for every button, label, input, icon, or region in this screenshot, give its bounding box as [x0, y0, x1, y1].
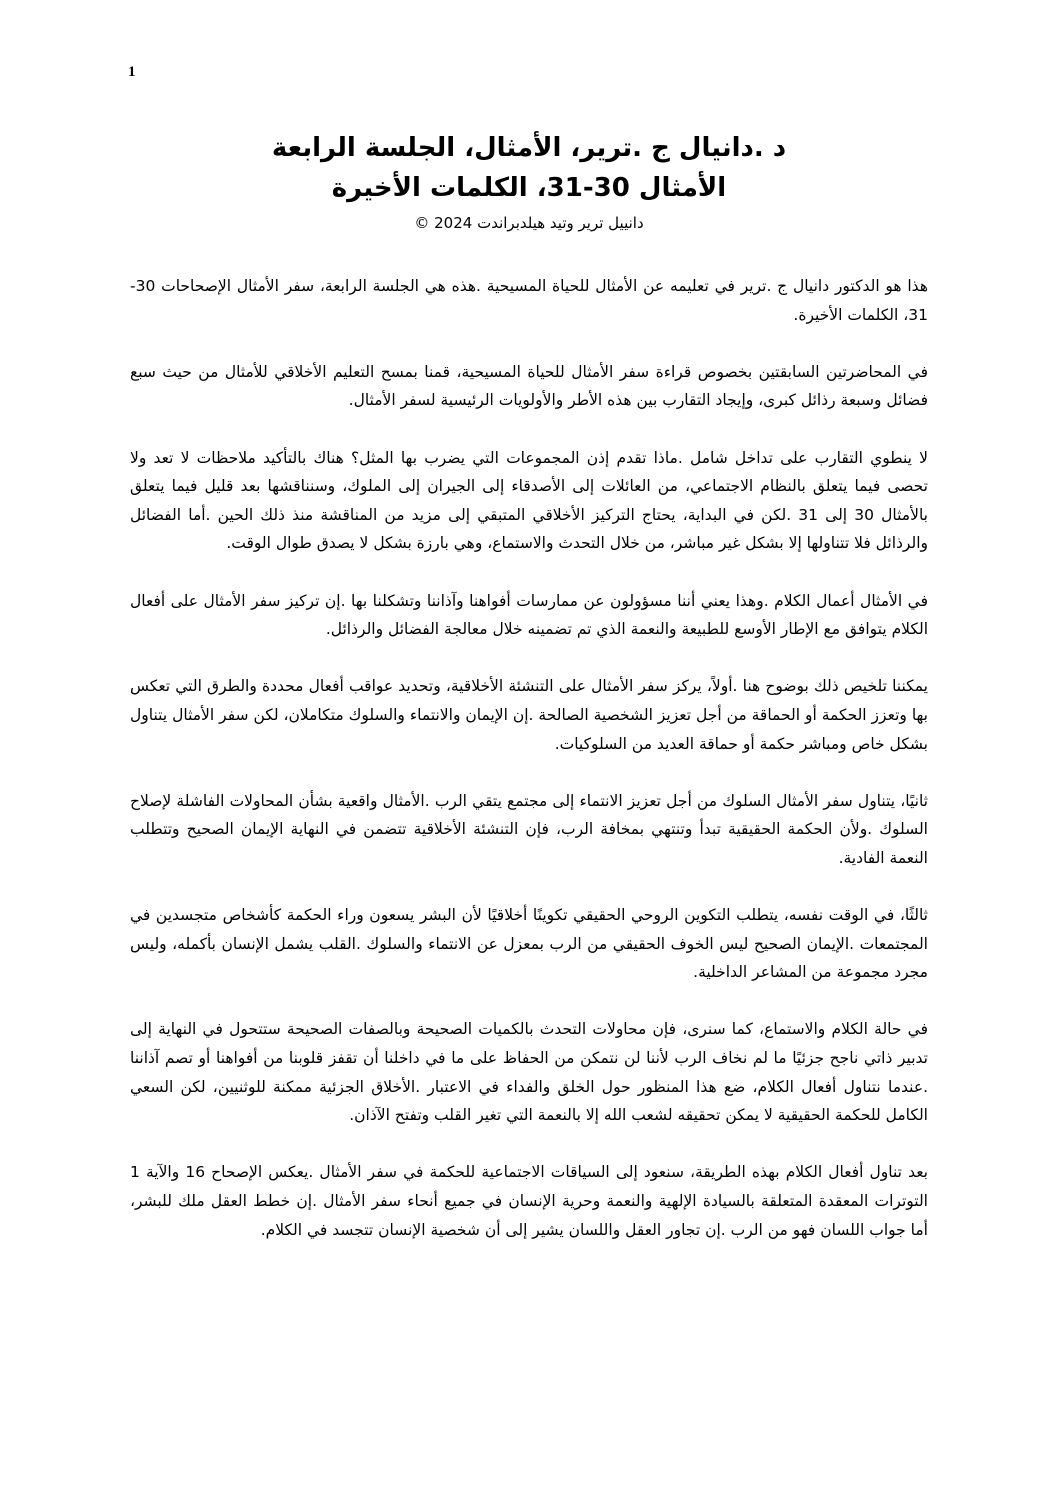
paragraph-7: ثالثًا، في الوقت نفسه، يتطلب التكوين الروحي الحقيقي تكوينًا أخلاقيًا لأن البشر يسعون وراء الحكمة كأشخاص متجسدين في المجتمعات .الإيمان الصحيح ليس الخوف الحقيقي من الرب بمعزل عن الانتماء والسلوك .القلب يشمل الإنسان بأكمله، وليس مجرد مجموعة من المشاعر الداخلية. — [130, 906, 928, 982]
paragraph-1: هذا هو الدكتور دانيال ج .ترير في تعليمه عن الأمثال للحياة المسيحية .هذه هي الجلسة الرابعة، سفر الأمثال الإصحاحات 30-31، الكلمات الأخيرة. — [130, 277, 928, 324]
paragraph-3: لا ينطوي التقارب على تداخل شامل .ماذا تقدم إذن المجموعات التي يضرب بها المثل؟ هناك بالتأكيد ملاحظات لا تعد ولا تحصى فيما يتعلق بالنظام الاجتماعي، من العائلات إلى الأصدقاء إلى الجيران إلى الملوك، وسنناقشها بعد قليل فيما يتعلق بالأمثال 30 إلى 31 .لكن في البداية، يحتاج التركيز الأخلاقي المتبقي إلى مزيد من المناقشة منذ ذلك الحين .أما الفضائل والرذائل فلا تتناولها إلا بشكل غير مباشر، من خلال التحدث والاستماع، وهي بارزة بشكل لا يصدق طوال الوقت. — [130, 448, 928, 553]
paragraph-5: يمكننا تلخيص ذلك بوضوح هنا .أولاً، يركز سفر الأمثال على التنشئة الأخلاقية، وتحديد عواقب أفعال محددة والطرق التي تعكس بها وتعزز الحكمة أو الحماقة من أجل تعزيز الشخصية الصالحة .إن الإيمان والانتماء والسلوك متكاملان، لكن سفر الأمثال يتناول بشكل خاص ومباشر حكمة أو حماقة العديد من السلوكيات. — [130, 677, 928, 753]
title-line-1: د .دانيال ج .ترير، الأمثال، الجلسة الرابعة — [271, 133, 787, 163]
copyright-line: دانييل ترير وتيد هيلدبراندت 2024 © — [414, 214, 644, 232]
document-header — [128, 128, 930, 236]
paragraph-4: في الأمثال أعمال الكلام .وهذا يعني أننا مسؤولون عن ممارسات أفواهنا وآذاننا وتشكلنا بها .إن تركيز سفر الأمثال على أفعال الكلام يتوافق مع الإطار الأوسع للطبيعة والنعمة الذي تم تضمينه خلال معالجة الفضائل والرذائل. — [130, 591, 928, 639]
document-body — [130, 272, 928, 1273]
paragraph-2: في المحاضرتين السابقتين بخصوص قراءة سفر الأمثال للحياة المسيحية، قمنا بمسح التعليم الأخلاقي للأمثال من حيث سبع فضائل وسبعة رذائل كبرى، وإيجاد التقارب بين هذه الأطر والأولويات الرئيسية لسفر الأمثال. — [130, 362, 928, 410]
paragraph-8: في حالة الكلام والاستماع، كما سنرى، فإن محاولات التحدث بالكميات الصحيحة وبالصفات الصحيحة ستتحول في النهاية إلى تدبير ذاتي ناجح جزئيًا ما لم نخاف الرب لأننا لن نتمكن من الحفاظ على ما في داخلنا أن تقفز قلوبنا من أفواهنا أو تصم آذاننا .عندما نتناول أفعال الكلام، ضع هذا المنظور حول الخلق والفداء في الاعتبار .الأخلاق الجزئية ممكنة للوثنيين، لكن السعي الكامل للحكمة الحقيقية لا يمكن تحقيقه لشعب الله إلا بالنعمة التي تغير القلب وتفتح الآذان. — [130, 1020, 928, 1125]
paragraph-6: ثانيًا، يتناول سفر الأمثال السلوك من أجل تعزيز الانتماء إلى مجتمع يتقي الرب .الأمثال واقعية بشأن المحاولات الفاشلة لإصلاح السلوك .ولأن الحكمة الحقيقية تبدأ وتنتهي بمخافة الرب، فإن التنشئة الأخلاقية تتضمن في النهاية الإيمان الصحيح وتتطلب النعمة الفادية. — [130, 791, 928, 867]
paragraph-9: بعد تناول أفعال الكلام بهذه الطريقة، سنعود إلى السياقات الاجتماعية للحكمة في سفر الأمثال .يعكس الإصحاح 16 والآية 1 التوترات المعقدة المتعلقة بالسيادة الإلهية والنعمة وحرية الإنسان في جميع أنحاء سفر الأمثال .إن خطط العقل ملك للبشر، أما جواب اللسان فهو من الرب .إن تجاور العقل واللسان يشير إلى أن شخصية الإنسان تتجسد في الكلام. — [130, 1163, 928, 1239]
page-number: 1 — [128, 64, 136, 80]
title-line-2: الأمثال 30-31، الكلمات الأخيرة — [331, 173, 727, 203]
